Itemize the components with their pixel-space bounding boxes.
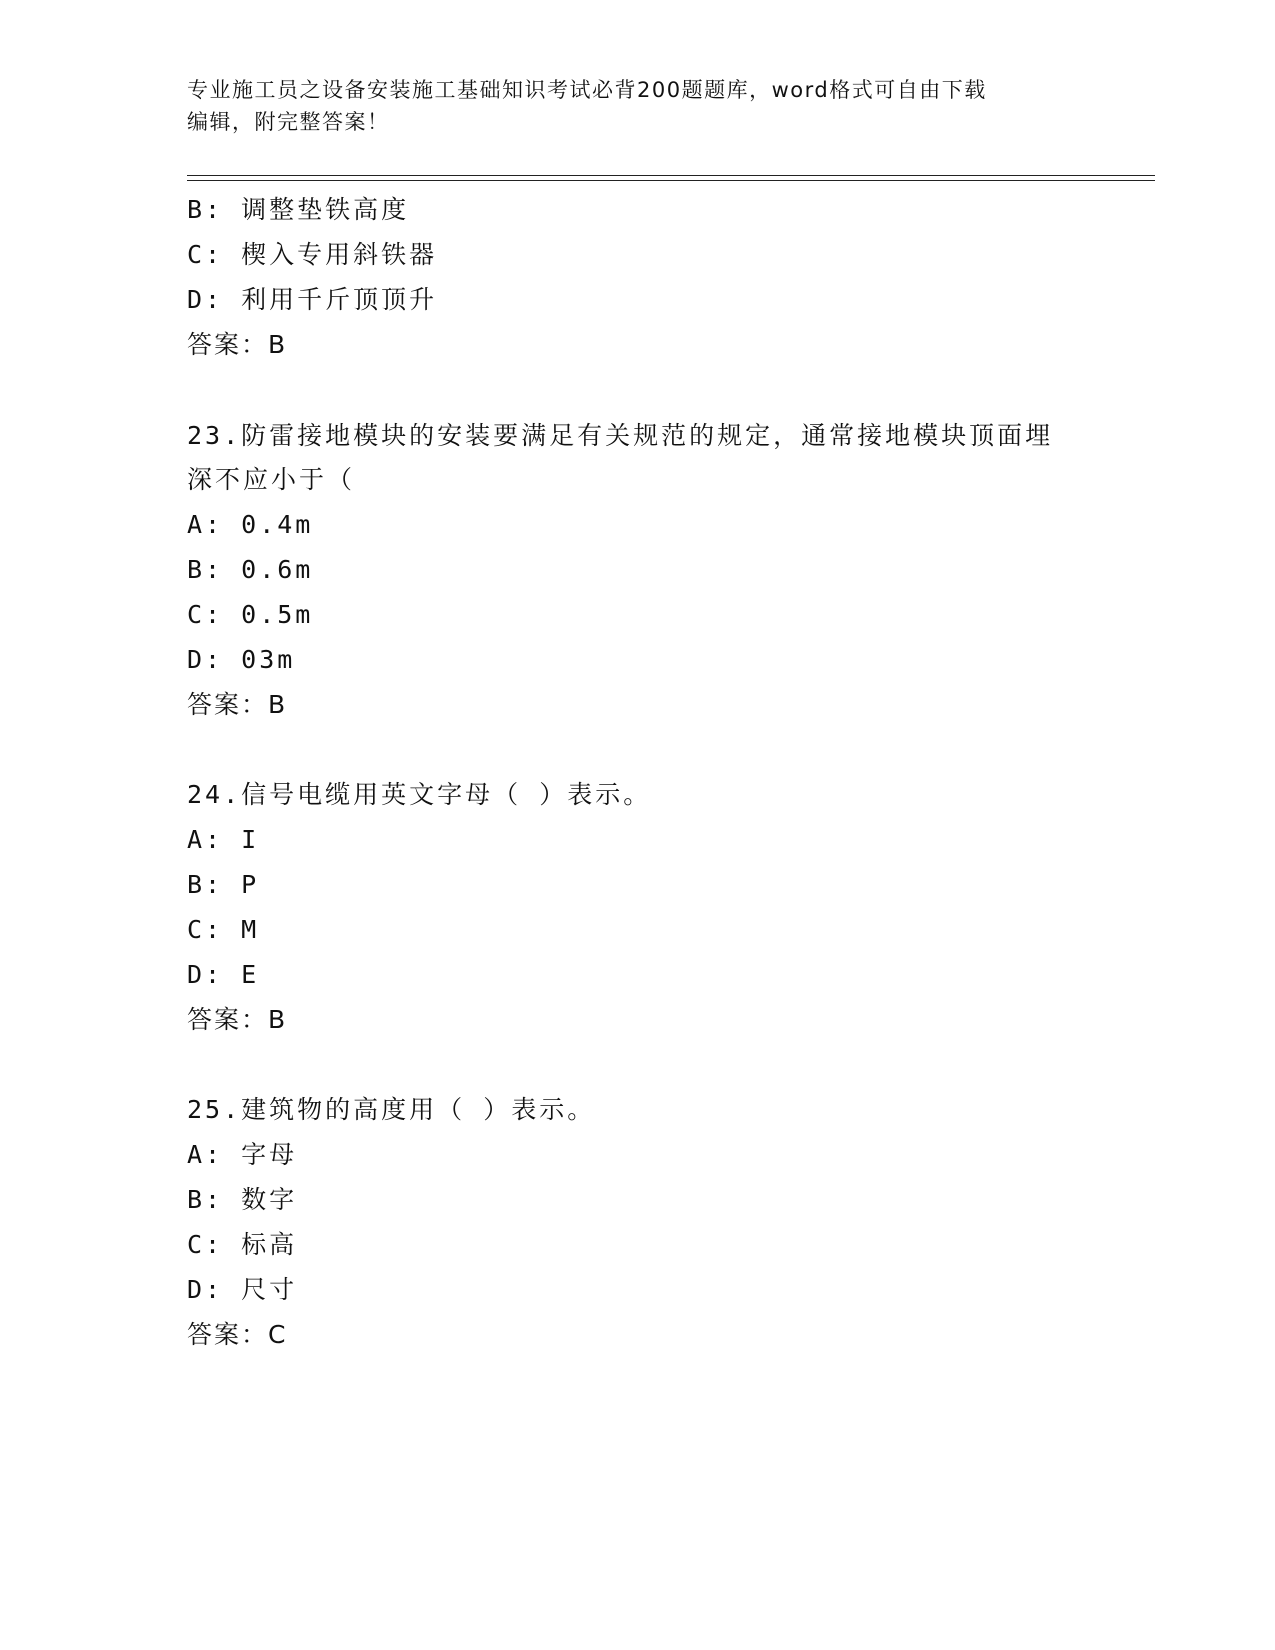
header-title-line-1: 专业施工员之设备安装施工基础知识考试必背200题题库，word格式可自由下载	[187, 78, 987, 102]
header-divider-bottom	[187, 180, 1155, 181]
q24-option-a: A: I	[187, 825, 260, 854]
header-divider-top	[187, 175, 1155, 176]
q23-stem-line-2: 深不应小于（	[187, 465, 356, 494]
q23-stem-line-1: 23.防雷接地模块的安装要满足有关规范的规定，通常接地模块顶面埋	[187, 421, 1054, 450]
q23-option-b: B: 0.6m	[187, 555, 314, 584]
q24-option-d: D: E	[187, 960, 260, 989]
q25-option-d: D: 尺寸	[187, 1275, 298, 1304]
q24-stem: 24.信号电缆用英文字母（ ）表示。	[187, 780, 652, 809]
q22-option-c: C: 楔入专用斜铁器	[187, 240, 438, 269]
q22-answer: 答案：B	[187, 330, 288, 359]
q25-option-b: B: 数字	[187, 1185, 298, 1214]
q22-option-d: D: 利用千斤顶顶升	[187, 285, 438, 314]
document-header	[187, 74, 1087, 138]
q24-option-c: C: M	[187, 915, 260, 944]
q23-option-c: C: 0.5m	[187, 600, 314, 629]
q24-option-b: B: P	[187, 870, 260, 899]
q23-answer: 答案：B	[187, 690, 288, 719]
q24-answer: 答案：B	[187, 1005, 288, 1034]
q22-option-b: B: 调整垫铁高度	[187, 195, 410, 224]
q23-option-d: D: 03m	[187, 645, 296, 674]
q25-option-c: C: 标高	[187, 1230, 298, 1259]
q25-stem: 25.建筑物的高度用（ ）表示。	[187, 1095, 596, 1124]
q25-answer: 答案：C	[187, 1320, 288, 1349]
header-title-line-2: 编辑，附完整答案！	[187, 110, 390, 134]
q25-option-a: A: 字母	[187, 1140, 298, 1169]
q23-option-a: A: 0.4m	[187, 510, 314, 539]
